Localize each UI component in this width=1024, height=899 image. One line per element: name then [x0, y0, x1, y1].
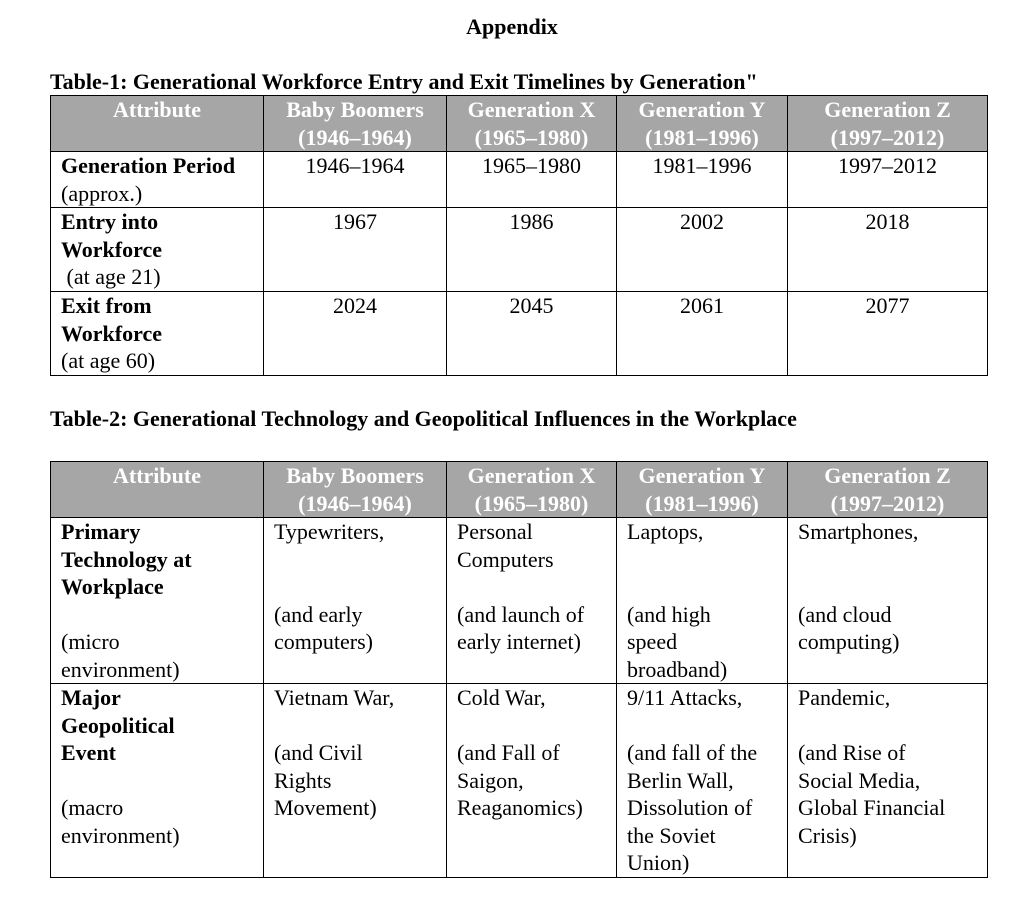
table-cell: 2045 — [447, 292, 617, 376]
page-heading: Appendix — [466, 14, 558, 39]
table-cell: Smartphones, (and cloud computing) — [788, 518, 988, 684]
header-generation-x: Generation X (1965–1980) — [447, 462, 617, 518]
table-1 — [50, 95, 988, 376]
table-cell: 2061 — [617, 292, 788, 376]
table-cell: Personal Computers (and launch of early internet) — [447, 518, 617, 684]
row-label: Entry into Workforce (at age 21) — [51, 208, 264, 292]
header-generation-y: Generation Y (1981–1996) — [617, 462, 788, 518]
table-cell: Laptops, (and high speed broadband) — [617, 518, 788, 684]
table-cell: Cold War, (and Fall of Saigon, Reaganomics) — [447, 684, 617, 878]
table-1-caption: Table-1: Generational Workforce Entry and Exit Timelines by Generation" — [50, 69, 758, 94]
row-label: Generation Period (approx.) — [51, 152, 264, 208]
table-cell: 2024 — [264, 292, 447, 376]
table-cell: 1997–2012 — [788, 152, 988, 208]
table-row — [51, 292, 988, 376]
header-generation-z: Generation Z (1997–2012) — [788, 462, 988, 518]
table-row — [51, 152, 988, 208]
table-cell: 1946–1964 — [264, 152, 447, 208]
table-cell: Pandemic, (and Rise of Social Media, Global Financial Crisis) — [788, 684, 988, 878]
table-cell: 1981–1996 — [617, 152, 788, 208]
header-baby-boomers: Baby Boomers (1946–1964) — [264, 96, 447, 152]
table-cell: 9/11 Attacks, (and fall of the Berlin Wall, Dissolution of the Soviet Union) — [617, 684, 788, 878]
header-generation-z: Generation Z (1997–2012) — [788, 96, 988, 152]
table-row — [51, 684, 988, 878]
table-cell: 2018 — [788, 208, 988, 292]
table-2-caption: Table-2: Generational Technology and Geopolitical Influences in the Workplace — [50, 406, 797, 431]
table-cell: 2002 — [617, 208, 788, 292]
table-cell: 1967 — [264, 208, 447, 292]
header-attribute: Attribute — [51, 462, 264, 518]
table-cell: Typewriters, (and early computers) — [264, 518, 447, 684]
row-label: Exit from Workforce (at age 60) — [51, 292, 264, 376]
header-generation-y: Generation Y (1981–1996) — [617, 96, 788, 152]
row-label: Major Geopolitical Event (macro environment) — [51, 684, 264, 878]
table-cell: 1965–1980 — [447, 152, 617, 208]
table-2-header-row — [51, 462, 988, 518]
table-1-header-row — [51, 96, 988, 152]
table-row — [51, 518, 988, 684]
table-cell: 1986 — [447, 208, 617, 292]
header-baby-boomers: Baby Boomers (1946–1964) — [264, 462, 447, 518]
table-2 — [50, 461, 988, 878]
table-row — [51, 208, 988, 292]
header-generation-x: Generation X (1965–1980) — [447, 96, 617, 152]
row-label: Primary Technology at Workplace (micro environment) — [51, 518, 264, 684]
table-cell: 2077 — [788, 292, 988, 376]
table-cell: Vietnam War, (and Civil Rights Movement) — [264, 684, 447, 878]
header-attribute: Attribute — [51, 96, 264, 152]
